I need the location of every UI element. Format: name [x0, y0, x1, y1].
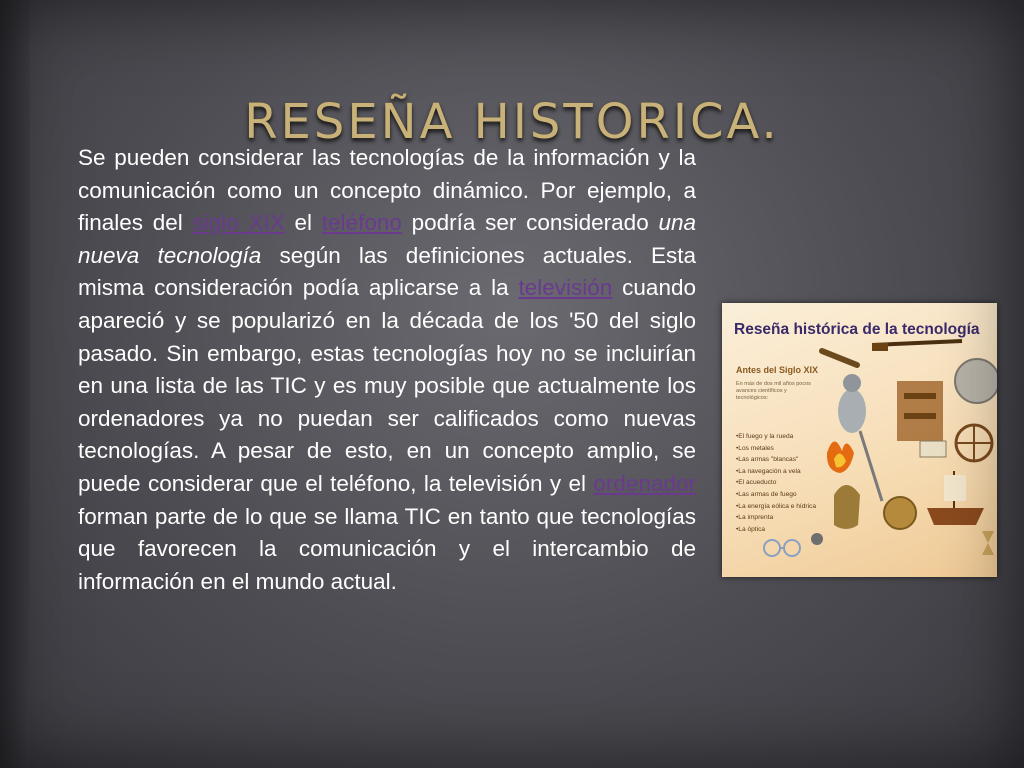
image-subtitle: Antes del Siglo XIX — [736, 365, 819, 375]
list-item: •Las armas "blancas" — [736, 456, 799, 464]
list-item: •El acueducto — [736, 479, 777, 487]
text-segment: cuando apareció y se popularizó en la década de los '50 del siglo pasado. Sin embargo, estas tecnologías hoy no se incluirían en una lista de las TIC y es muy posible que actualmente los ordenadores ya no puedan ser calificados como nuevas tecnologías. A pesar de esto, en un concepto amplio, se puede considerar que el teléfono, la televisión y el — [78, 275, 696, 496]
image-note: En más de dos mil años pocos avances científicos y tecnológicos: — [736, 381, 811, 401]
technology-history-image — [722, 303, 997, 577]
list-item: •La energía eólica e hídrica — [736, 502, 817, 510]
link-ordenador[interactable]: ordenador — [593, 470, 696, 496]
text-segment: podría ser considerado — [401, 210, 659, 236]
slide-title: RESEÑA HISTORICA. — [244, 94, 780, 151]
text-segment: el — [284, 210, 322, 236]
list-item: •La imprenta — [736, 514, 774, 522]
list-item: •El fuego y la rueda — [736, 433, 794, 440]
text-segment: forman parte de lo que se llama TIC en tanto que tecnologías que favorecen la comunicación y el intercambio de información en el mundo actual. — [78, 503, 696, 594]
body-paragraph — [78, 142, 696, 598]
text-segment: según las definiciones actuales. Esta misma consideración podía aplicarse a la — [78, 242, 697, 301]
link-television[interactable]: televisión — [518, 275, 613, 301]
link-siglo-xix[interactable]: siglo XIX — [192, 210, 285, 236]
image-title: Reseña histórica de la tecnología — [734, 321, 980, 338]
list-item: •Los metales — [736, 444, 774, 452]
list-item: •La navegación a vela — [736, 467, 801, 475]
list-item: •La óptica — [736, 525, 766, 533]
image-item-list — [736, 431, 816, 535]
list-item: •Las armas de fuego — [736, 490, 797, 498]
text-segment: Se pueden considerar las tecnologías de la información y la comunicación como un concepto dinámico. Por ejemplo, a finales del — [78, 145, 696, 236]
emphasis-text: una nueva tecnología — [78, 210, 696, 268]
link-telefono[interactable]: teléfono — [321, 210, 402, 236]
